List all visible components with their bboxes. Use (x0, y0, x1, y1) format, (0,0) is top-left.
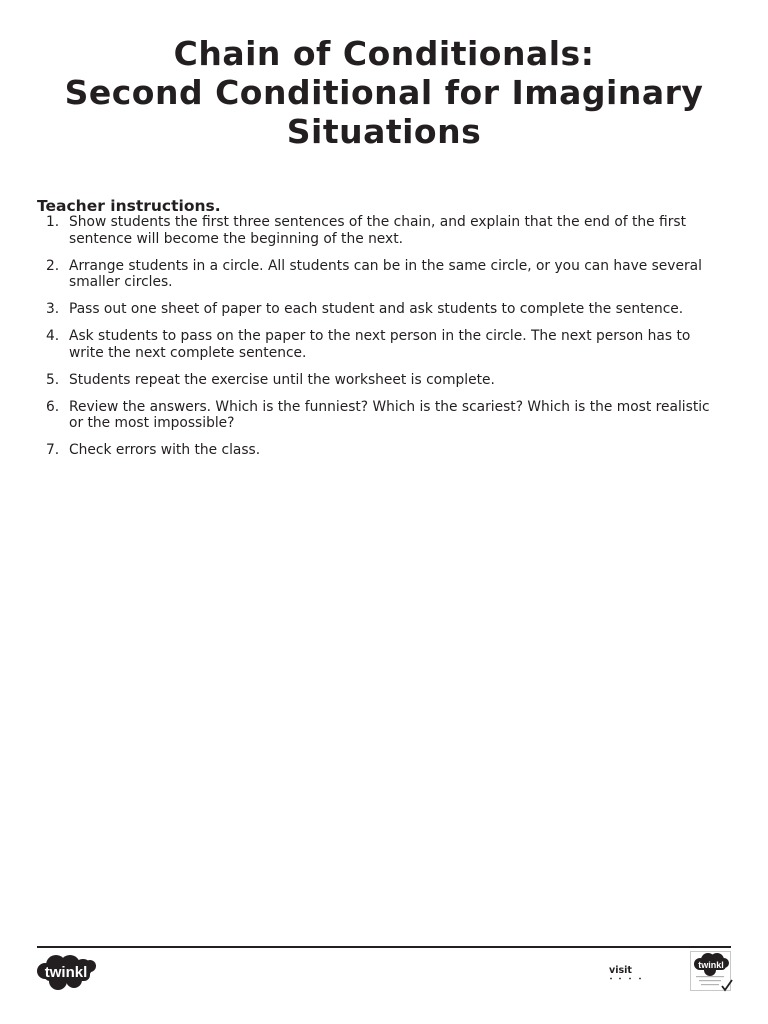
badge-text: twinkl (698, 960, 724, 970)
instructions-list (37, 214, 727, 469)
list-item-text: Show students the first three sentences of the chain, and explain that the end of the first sentence will become the beginning of the next. (69, 214, 686, 247)
list-item-number: 6. (46, 398, 60, 415)
page-title-line-3: Situations (286, 112, 482, 151)
visit-label: visit (609, 965, 632, 976)
twinkl-logo-text: twinkl (44, 964, 88, 981)
list-item (37, 258, 727, 291)
quality-badge-icon (690, 951, 734, 993)
list-item-number: 2. (46, 257, 60, 274)
page-title (0, 34, 768, 151)
list-item (37, 328, 727, 361)
page-title-line-1: Chain of Conditionals: (173, 34, 595, 73)
list-item-text: Students repeat the exercise until the worksheet is complete. (69, 371, 495, 388)
list-item-number: 5. (46, 371, 60, 388)
list-item-text: Arrange students in a circle. All students can be in the same circle, or you can have several smaller circles. (69, 257, 702, 290)
list-item-text: Pass out one sheet of paper to each student and ask students to complete the sentence. (69, 301, 684, 317)
list-item (37, 442, 727, 459)
list-item-number: 7. (46, 442, 60, 458)
list-item (37, 301, 727, 318)
list-item-number: 1. (46, 214, 60, 230)
list-item-text: Ask students to pass on the paper to the next person in the circle. The next person has to write the next complete sentence. (69, 328, 691, 361)
page-title-line-2: Second Conditional for Imaginary (64, 73, 704, 112)
twinkl-logo-icon (36, 953, 98, 991)
list-item-text: Check errors with the class. (69, 442, 261, 458)
instructions-heading: Teacher instructions. (37, 197, 221, 215)
list-item-number: 3. (46, 301, 60, 317)
list-item (37, 372, 727, 389)
visit-url-dots (609, 977, 645, 980)
list-item (37, 214, 727, 247)
list-item (37, 399, 727, 432)
list-item-number: 4. (46, 328, 60, 344)
footer-divider (37, 946, 731, 948)
list-item-text: Review the answers. Which is the funniest? Which is the scariest? Which is the most realistic or the most impossible? (69, 398, 710, 431)
